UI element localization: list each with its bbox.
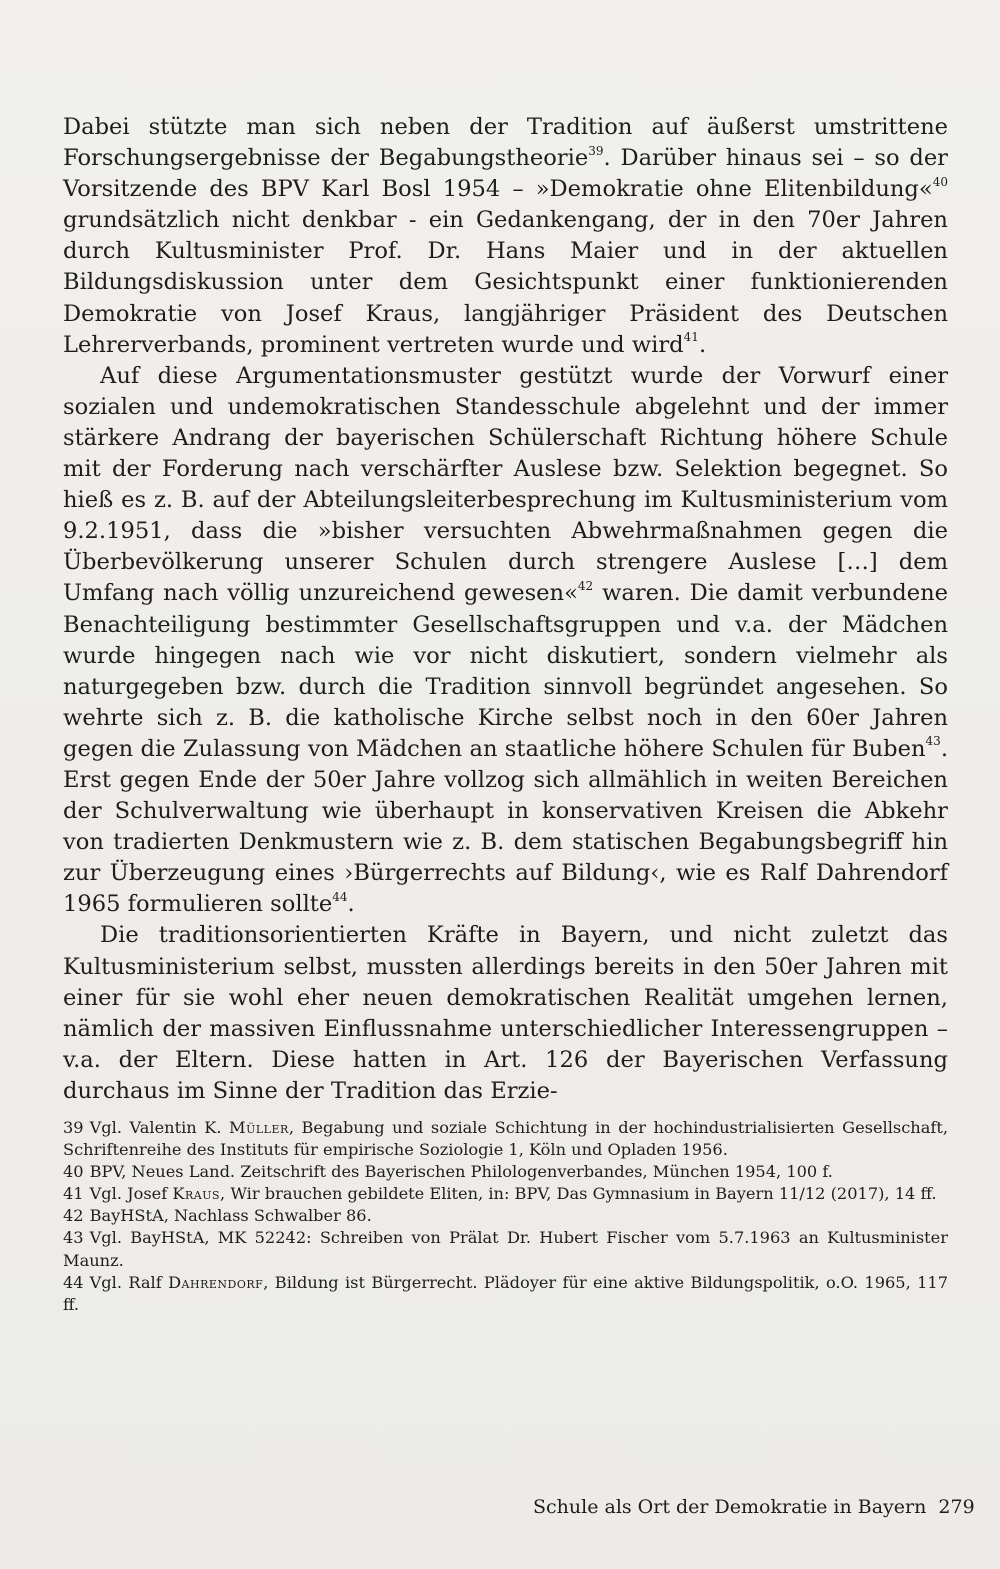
text-run: , Bildung ist Bürgerrecht. Plädoyer für eine aktive Bildungspolitik, o.O. 1965, 117 ff. [63, 1272, 948, 1314]
footnote-reference: 39 [588, 143, 604, 158]
text-run: Vgl. Ralf [89, 1272, 169, 1292]
text-run: . [347, 891, 355, 918]
footnotes [63, 1117, 948, 1316]
body-paragraph [63, 112, 948, 361]
footnote [63, 1227, 948, 1271]
footnote-number: 40 [63, 1162, 84, 1182]
text-run: Dabei stützte man sich neben der Tradition auf äußerst umstrittene Forschungsergebnisse der Begabungstheorie [63, 114, 948, 172]
text-run: . [698, 331, 707, 358]
text-run: waren. Die damit verbundene Benachteiligung bestimmter Gesellschaftsgruppen und v.a. der Mädchen wurde hingegen nach wie vor nicht diskutiert, sondern vielmehr als naturgegeben bzw. durch die Tradition sinnvoll begründet angesehen. So wehrte sich z. B. die katholische Kirche selbst noch in den 60er Jahren gegen die Zulassung von Mädchen an staatliche höhere Schulen für Buben [63, 580, 948, 762]
footnote-number: 39 [63, 1118, 84, 1137]
footnote [63, 1205, 948, 1227]
author-name: Müller [229, 1118, 289, 1137]
text-run: Auf diese Argumentationsmuster gestützt wurde der Vorwurf einer sozialen und undemokratischen Standesschule abgelehnt und der immer stärkere Andrang der bayerischen Schülerschaft Richtung höhere Schule mit der Forderung nach verschärfter Auslese bzw. Selektion begegnet. So hieß es z. B. auf der Abteilungsleiterbesprechung im Kultusministerium vom 9.2.1951, dass die »bisher versuchten Abwehrmaßnahmen gegen die Überbevölkerung unserer Schulen durch strengere Auslese […] dem Umfang nach völlig unzureichend gewesen« [63, 362, 948, 607]
text-run: , Begabung und soziale Schichtung in der hochindustrialisierten Gesellschaft, Schriftenreihe des Instituts für empirische Soziologie 1, Köln und Opladen 1956. [63, 1118, 948, 1160]
footnote [63, 1183, 948, 1205]
footnote [63, 1161, 948, 1183]
footnote-reference: 44 [332, 889, 348, 904]
footnote-number: 42 [63, 1206, 84, 1226]
footnote-number: 43 [63, 1228, 84, 1248]
text-run: , Wir brauchen gebildete Eliten, in: BPV, Das Gymnasium in Bayern 11/12 (2017), 14 ff. [220, 1184, 937, 1204]
text-run: Vgl. Josef [89, 1184, 173, 1204]
text-run: grundsätzlich nicht denkbar - ein Gedankengang, der in den 70er Jahren durch Kultusminister Prof. Dr. Hans Maier und in der aktuellen Bildungsdiskussion unter dem Gesichtspunkt einer funktionierenden Demokratie von Josef Kraus, langjähriger Präsident des Deutschen Lehrerverbands, prominent vertreten wurde und wird [63, 207, 948, 358]
body-paragraph [63, 361, 948, 921]
footnote-reference: 40 [932, 174, 948, 189]
page-number: 279 [938, 1496, 975, 1518]
author-name: Dahrendorf [168, 1272, 264, 1292]
page-content [63, 112, 948, 1316]
text-run: BPV, Neues Land. Zeitschrift des Bayerischen Philologenverbandes, München 1954, 100 f. [89, 1162, 833, 1182]
footnote-reference: 41 [683, 330, 699, 345]
text-run: Vgl. Valentin K. [89, 1118, 230, 1137]
body-paragraph [63, 920, 948, 1107]
footnote-reference: 43 [925, 734, 941, 749]
body-text [63, 112, 948, 1107]
author-name: Kraus [172, 1184, 221, 1204]
running-footer-title: Schule als Ort der Demokratie in Bayern [533, 1496, 927, 1518]
footnote [63, 1117, 948, 1161]
footnote-number: 41 [63, 1184, 84, 1204]
text-run: . Erst gegen Ende der 50er Jahre vollzog sich allmählich in weiten Bereichen der Schulverwaltung wie überhaupt in konservativen Kreisen die Abkehr von tradierten Denkmustern wie z. B. dem statischen Begabungsbegriff hin zur Überzeugung eines ›Bürgerrechts auf Bildung‹, wie es Ralf Dahrendorf 1965 formulieren sollte [63, 735, 948, 918]
text-run: Die traditionsorientierten Kräfte in Bayern, und nicht zuletzt das Kultusministerium selbst, mussten allerdings bereits in den 50er Jahren mit einer für sie wohl eher neuen demokratischen Realität umgehen lernen, nämlich der massiven Einflussnahme unterschiedlicher Interessengruppen – v.a. der Eltern. Diese hatten in Art. 126 der Bayerischen Verfassung durchaus im Sinne der Tradition das Erzie- [63, 922, 948, 1104]
text-run: BayHStA, Nachlass Schwalber 86. [89, 1206, 372, 1226]
text-run: . Darüber hinaus sei – so der Vorsitzende des BPV Karl Bosl 1954 – »Demokratie ohne Elitenbildung« [63, 145, 948, 203]
text-run: Vgl. BayHStA, MK 52242: Schreiben von Prälat Dr. Hubert Fischer vom 5.7.1963 an Kultusminister Maunz. [63, 1228, 948, 1270]
footnote [63, 1272, 948, 1316]
footnote-number: 44 [63, 1272, 84, 1292]
footnote-reference: 42 [577, 578, 594, 593]
running-footer [533, 1496, 975, 1518]
